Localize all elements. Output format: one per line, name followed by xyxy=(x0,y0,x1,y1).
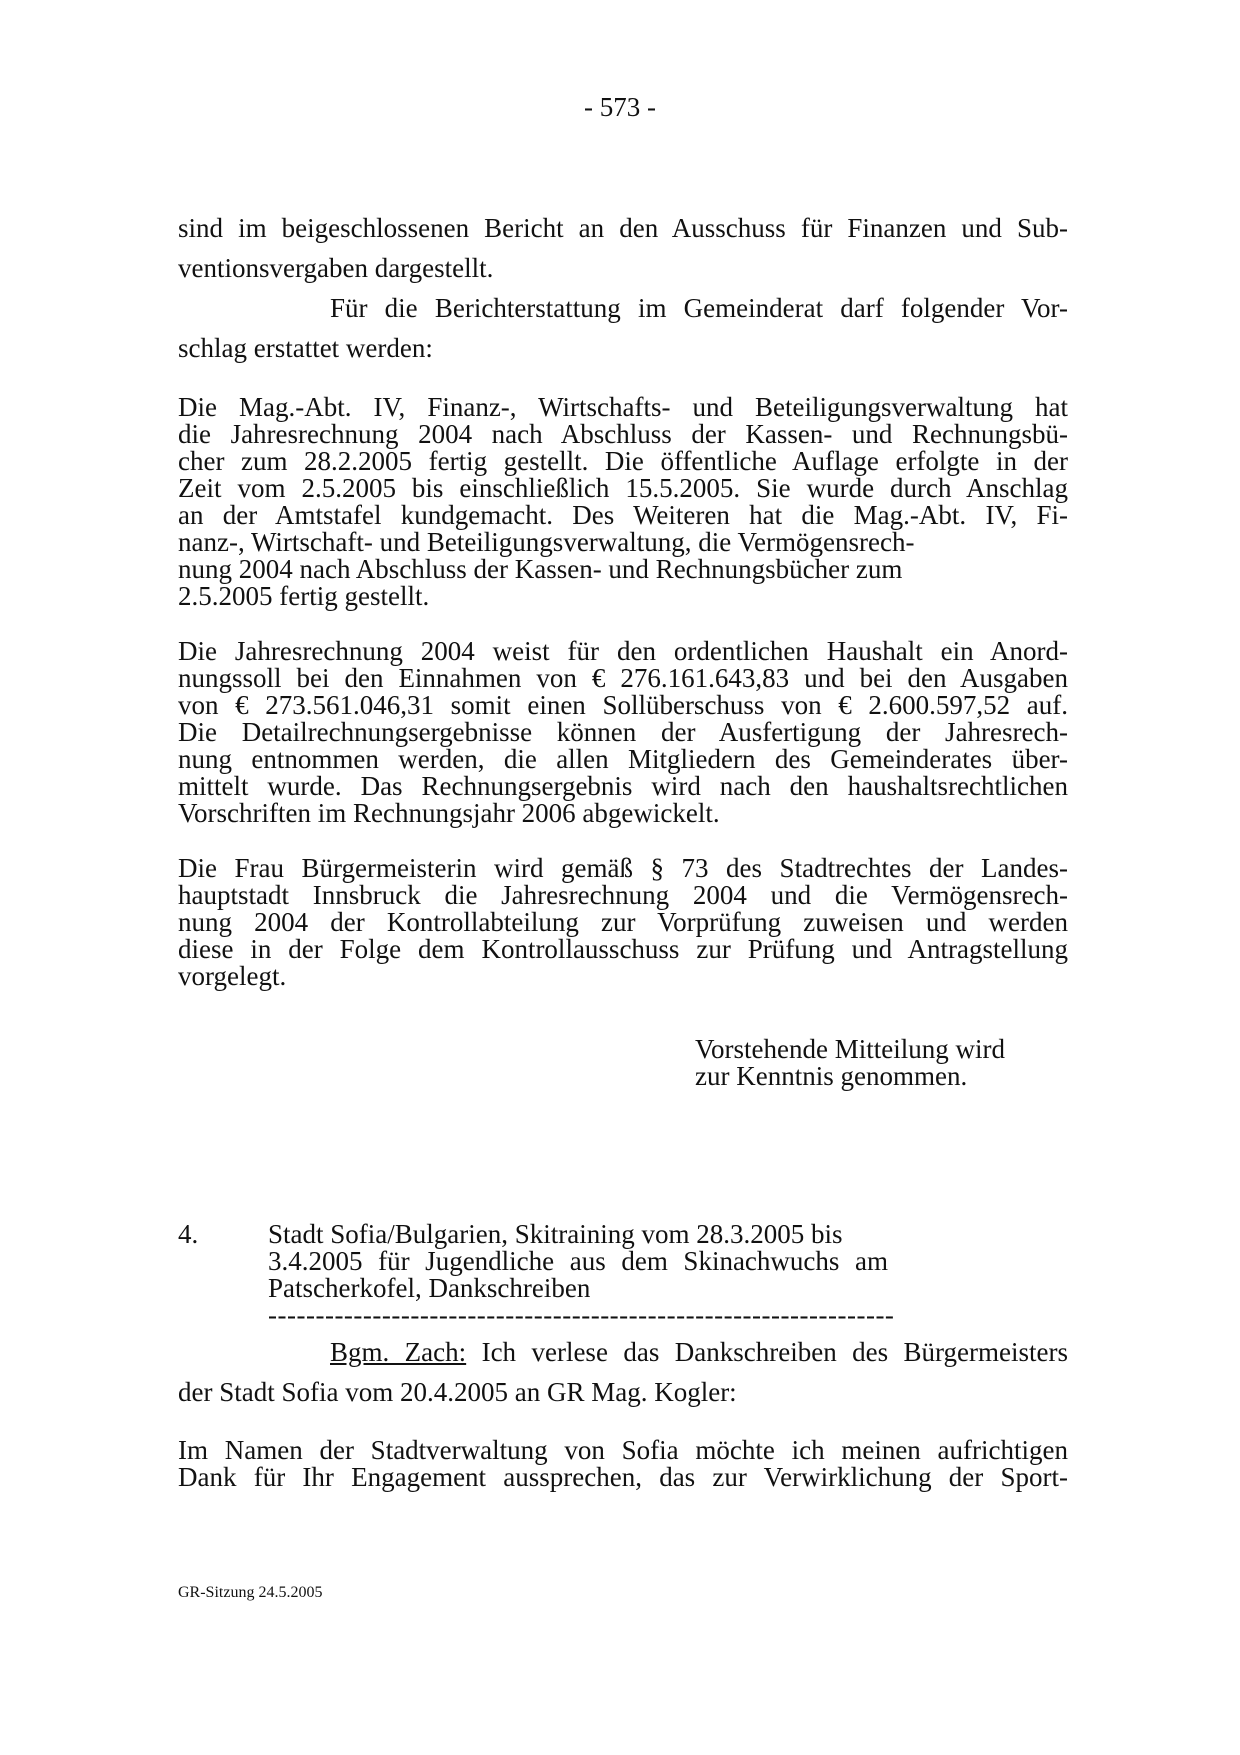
text-line: schlag erstattet werden: xyxy=(178,333,433,363)
text-line: Patscherkofel, Dankschreiben xyxy=(268,1273,591,1303)
text-line: die Jahresrechnung 2004 nach Abschluss der Kassen- und Rechnungsbü- xyxy=(178,419,1068,449)
paragraph-audit xyxy=(178,855,1068,990)
text-line: Im Namen der Stadtverwaltung von Sofia möchte ich meinen aufrichtigen xyxy=(178,1435,1068,1465)
intro-paragraph xyxy=(178,208,1068,288)
paragraph-annual-accounts xyxy=(178,394,1068,610)
item-title xyxy=(268,1219,895,1329)
text-line: 3.4.2005 für Jugendliche aus dem Skinachwuchs am xyxy=(268,1246,888,1276)
letter-paragraph xyxy=(178,1437,1068,1491)
text-line: nanz-, Wirtschaft- und Beteiligungsverwaltung, die Vermögensrech- xyxy=(178,527,915,557)
text-line: cher zum 28.2.2005 fertig gestellt. Die öffentliche Auflage erfolgte in der xyxy=(178,446,1068,476)
text-line: Dank für Ihr Engagement aussprechen, das zur Verwirklichung der Sport- xyxy=(178,1462,1068,1492)
text-line: nungssoll bei den Einnahmen von € 276.161.643,83 und bei den Ausgaben xyxy=(178,663,1068,693)
text-line: 2.5.2005 fertig gestellt. xyxy=(178,581,430,611)
footer-session-date: GR-Sitzung 24.5.2005 xyxy=(178,1584,323,1601)
text-line: Die Jahresrechnung 2004 weist für den ordentlichen Haushalt ein Anord- xyxy=(178,636,1068,666)
text-line xyxy=(178,1332,1068,1372)
speaker-name: Bgm. Zach: xyxy=(330,1337,467,1367)
text-line: vorgelegt. xyxy=(178,961,287,991)
text-line: von € 273.561.046,31 somit einen Sollüberschuss von € 2.600.597,52 auf. xyxy=(178,690,1068,720)
text-line: sind im beigeschlossenen Bericht an den Ausschuss für Finanzen und Sub- xyxy=(178,213,1068,243)
text-line: Zeit vom 2.5.2005 bis einschließlich 15.5.2005. Sie wurde durch Anschlag xyxy=(178,473,1068,503)
text-line: nung entnommen werden, die allen Mitgliedern des Gemeinderates über- xyxy=(178,744,1068,774)
page-number: - 573 - xyxy=(584,92,656,122)
text-line: Vorschriften im Rechnungsjahr 2006 abgewickelt. xyxy=(178,798,720,828)
separator-line: ------------------------------------------------------------------ xyxy=(268,1302,895,1329)
text-line: hauptstadt Innsbruck die Jahresrechnung 2004 und die Vermögensrech- xyxy=(178,880,1068,910)
text-line: mittelt wurde. Das Rechnungsergebnis wird nach den haushaltsrechtlichen xyxy=(178,771,1068,801)
text-line: ventionsvergaben dargestellt. xyxy=(178,253,494,283)
text-line: nung 2004 der Kontrollabteilung zur Vorprüfung zuweisen und werden xyxy=(178,907,1068,937)
text-line: diese in der Folge dem Kontrollausschuss zur Prüfung und Antragstellung xyxy=(178,934,1068,964)
speech-text: Ich verlese das Dankschreiben des Bürgermeisters xyxy=(466,1337,1068,1367)
text-line: Vorstehende Mitteilung wird xyxy=(695,1034,1005,1064)
text-line: zur Kenntnis genommen. xyxy=(695,1061,968,1091)
text-line: Für die Berichterstattung im Gemeinderat darf folgender Vor- xyxy=(330,293,1068,323)
text-line: Die Mag.-Abt. IV, Finanz-, Wirtschafts- und Beteiligungsverwaltung hat xyxy=(178,392,1068,422)
item-number: 4. xyxy=(178,1219,199,1249)
text-line: nung 2004 nach Abschluss der Kassen- und Rechnungsbücher zum xyxy=(178,554,903,584)
text-line: der Stadt Sofia vom 20.4.2005 an GR Mag. Kogler: xyxy=(178,1377,737,1407)
speech-paragraph xyxy=(178,1332,1068,1412)
paragraph-budget-figures xyxy=(178,638,1068,827)
closing-remark xyxy=(695,1036,1005,1090)
text-line: an der Amtstafel kundgemacht. Des Weiteren hat die Mag.-Abt. IV, Fi- xyxy=(178,500,1068,530)
proposal-paragraph xyxy=(178,288,1068,368)
text-line: Stadt Sofia/Bulgarien, Skitraining vom 28.3.2005 bis xyxy=(268,1219,843,1249)
text-line: Die Detailrechnungsergebnisse können der Ausfertigung der Jahresrech- xyxy=(178,717,1068,747)
text-line: Die Frau Bürgermeisterin wird gemäß § 73 des Stadtrechtes der Landes- xyxy=(178,853,1068,883)
